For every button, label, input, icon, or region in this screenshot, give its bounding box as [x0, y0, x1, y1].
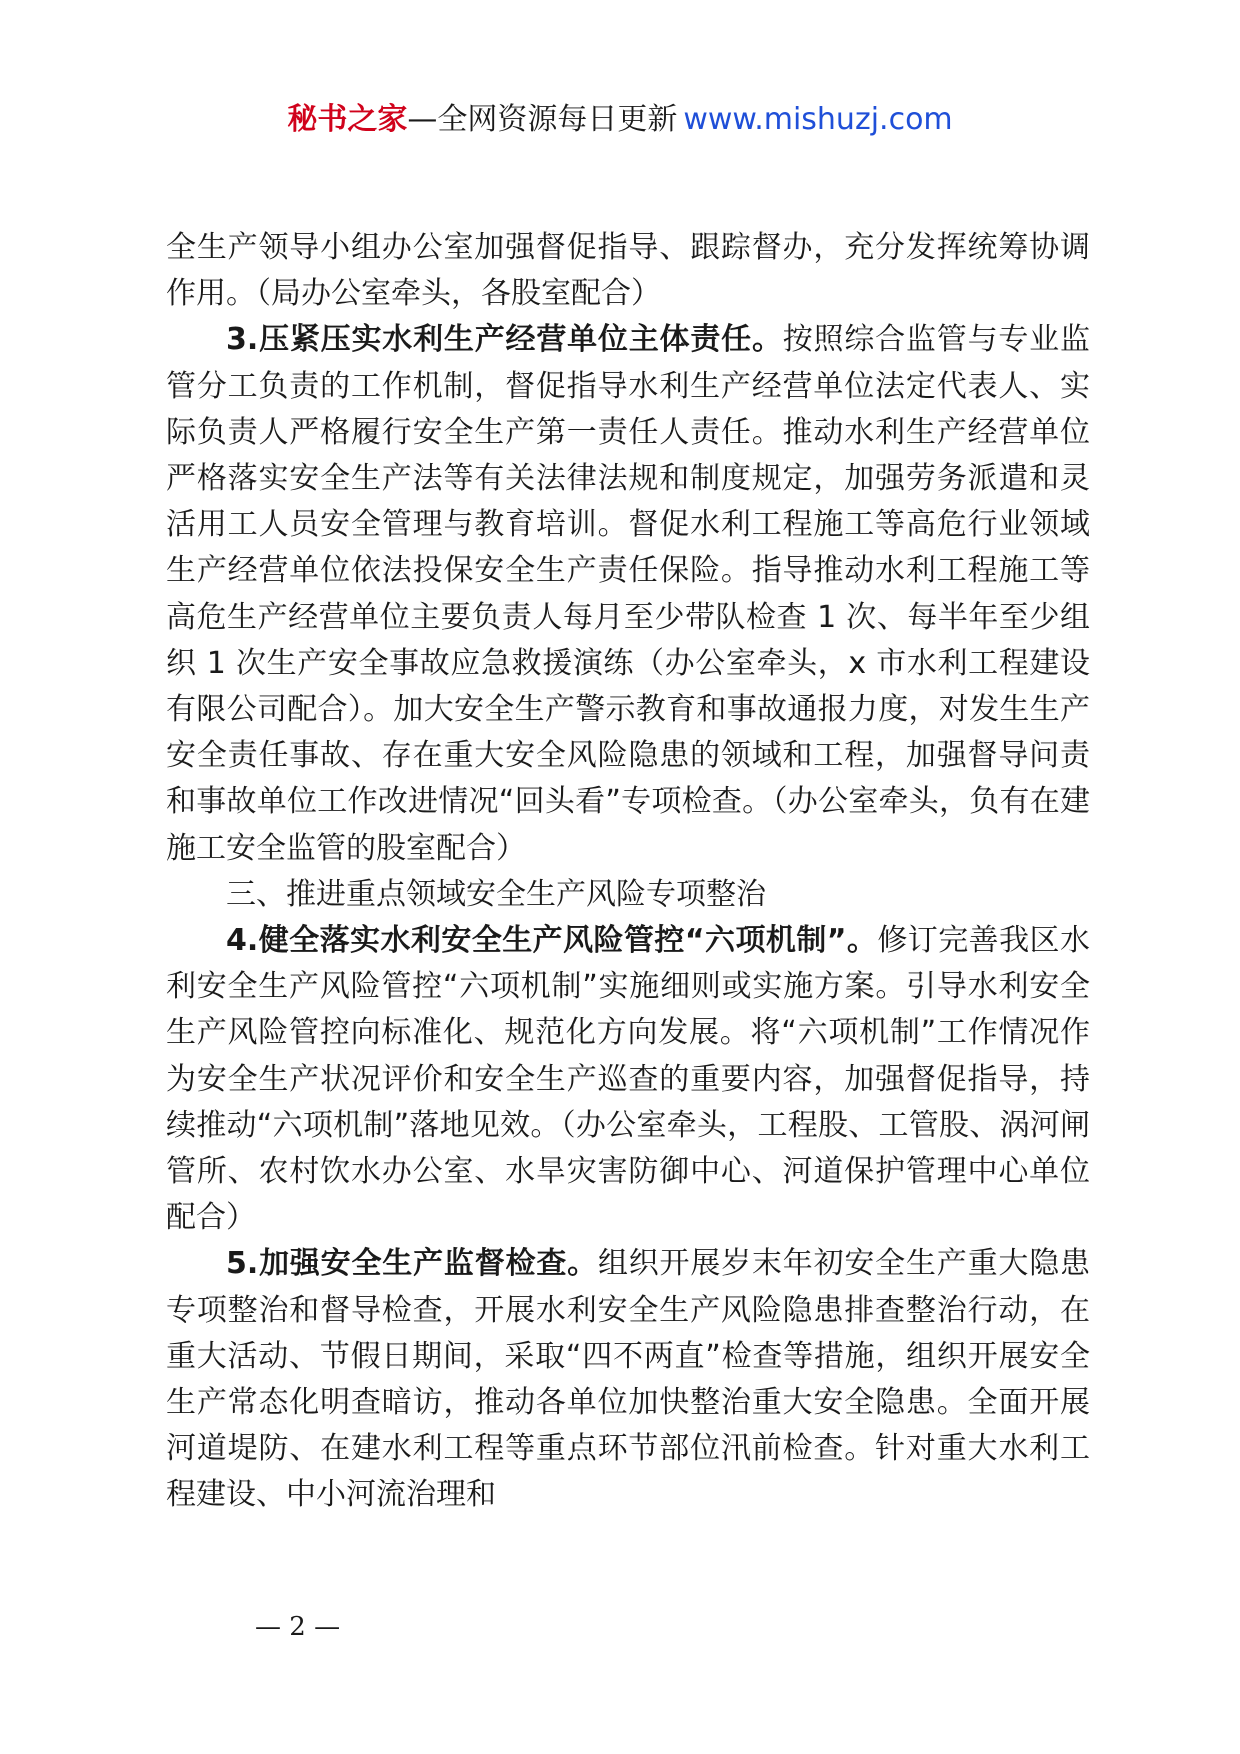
item-heading-5: 5.加强安全生产监督检查。 [226, 1246, 598, 1282]
paragraph-item-5 [166, 1241, 1090, 1518]
paragraph-continued [166, 225, 1090, 317]
page-header [0, 100, 1240, 140]
paragraph-item-4 [166, 918, 1090, 1241]
paragraph-text: 组织开展岁末年初安全生产重大隐患专项整治和督导检查，开展水利安全生产风险隐患排查整治行动，在重大活动、节假日期间，采取“四不两直”检查等措施，组织开展安全生产常态化明查暗访，推动各单位加快整治重大安全隐患。全面开展河道堤防、在建水利工程等重点环节部位汛前检查。针对重大水利工程建设、中小河流治理和 [166, 1246, 1091, 1513]
page-number: — 2 — [255, 1612, 341, 1642]
paragraph-text: 全生产领导小组办公室加强督促指导、跟踪督办，充分发挥统筹协调作用。（局办公室牵头，各股室配合） [166, 230, 1090, 312]
paragraph-item-3 [166, 317, 1090, 871]
brand-name: 秘书之家 [287, 102, 408, 137]
paragraph-text: 修订完善我区水利安全生产风险管控“六项机制”实施细则或实施方案。引导水利安全生产风险管控向标准化、规范化方向发展。将“六项机制”工作情况作为安全生产状况评价和安全生产巡查的重要内容，加强督促指导，持续推动“六项机制”落地见效。（办公室牵头，工程股、工管股、涡河闸管所、农村饮水办公室、水旱灾害防御中心、河道保护管理中心单位配合） [166, 923, 1090, 1236]
section-title-text: 三、推进重点领域安全生产风险专项整治 [226, 876, 766, 912]
document-body [166, 225, 1090, 1519]
paragraph-text: 按照综合监管与专业监管分工负责的工作机制，督促指导水利生产经营单位法定代表人、实际负责人严格履行安全生产第一责任人责任。推动水利生产经营单位严格落实安全生产法等有关法律法规和制度规定，加强劳务派遣和灵活用工人员安全管理与教育培训。督促水利工程施工等高危行业领域生产经营单位依法投保安全生产责任保险。指导推动水利工程施工等高危生产经营单位主要负责人每月至少带队检查 1 次、每半年至少组织 1 次生产安全事故应急救援演练（办公室牵头，x 市水利工程建设有限公司配合）。加大安全生产警示教育和事故通报力度，对发生生产安全责任事故、存在重大安全风险隐患的领域和工程，加强督导问责和事故单位工作改进情况“回头看”专项检查。（办公室牵头，负有在建施工安全监管的股室配合） [166, 322, 1090, 866]
section-title-3 [166, 872, 1090, 918]
item-heading-3: 3.压紧压实水利生产经营单位主体责任。 [226, 322, 783, 358]
website-link[interactable]: www.mishuzj.com [683, 102, 953, 137]
header-tagline: —全网资源每日更新 [407, 102, 678, 137]
item-heading-4: 4.健全落实水利安全生产风险管控“六项机制”。 [226, 923, 878, 959]
